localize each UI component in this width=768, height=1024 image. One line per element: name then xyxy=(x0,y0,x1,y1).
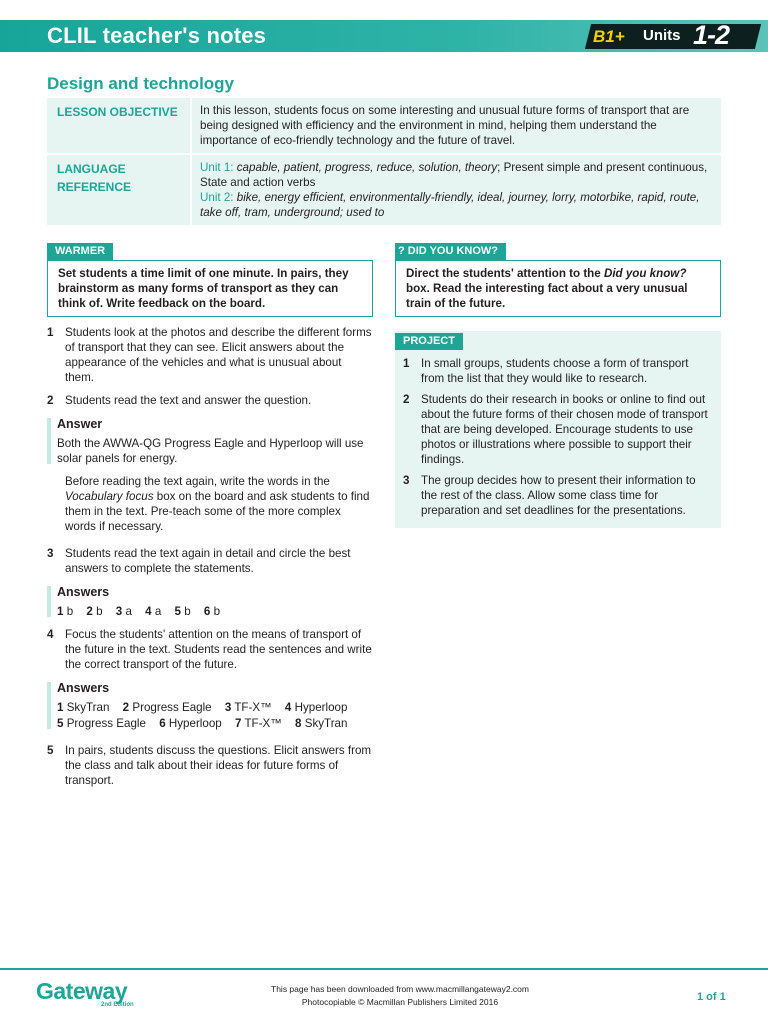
answer-num: 5 xyxy=(174,605,181,618)
answer-pair xyxy=(204,605,220,618)
step-number: 1 xyxy=(47,326,54,339)
step-text: The group decides how to present their information to the rest of the class. Allow some class time for preparation and set deadlines for the presentations. xyxy=(421,474,696,517)
step-text: In pairs, students discuss the questions. Elicit answers from the class and talk about their ideas for future forms of transport. xyxy=(65,744,372,787)
answer-pair xyxy=(295,717,347,730)
step-number: 1 xyxy=(403,357,410,370)
answer-block-4 xyxy=(47,680,373,731)
language-reference-row xyxy=(47,155,721,225)
answer-pair xyxy=(57,605,73,618)
answer-title: Answers xyxy=(57,585,110,599)
warmer-tag: WARMER xyxy=(47,243,113,260)
language-reference-label-line2: REFERENCE xyxy=(57,180,132,194)
step-text: Students look at the photos and describe the different forms of transport that they can see. Elicit answers about the appearance of the vehicles and what is unusual about them. xyxy=(65,326,372,384)
answer-pair xyxy=(123,701,212,714)
lesson-objective-label: LESSON OBJECTIVE xyxy=(47,98,192,153)
language-reference-text xyxy=(192,155,721,225)
answer-value: SkyTran xyxy=(304,717,348,730)
unit2-label: Unit 2: xyxy=(200,191,234,204)
answer-num: 5 xyxy=(57,717,64,730)
answer-value: a xyxy=(154,605,162,618)
answer-value: Hyperloop xyxy=(294,701,348,714)
answer-pair xyxy=(285,701,348,714)
answer-num: 7 xyxy=(234,717,242,730)
step-number: 2 xyxy=(47,394,54,407)
answer-value: a xyxy=(125,605,132,618)
warmer-box: Set students a time limit of one minute. In pairs, they brainstorm as many forms of transport as they can think of. Write feedback on the board. xyxy=(47,260,373,317)
footer-divider xyxy=(0,968,768,970)
answer-value: b xyxy=(213,605,221,618)
answer-num: 3 xyxy=(224,701,232,714)
download-notice: This page has been downloaded from www.macmillangateway2.com xyxy=(271,984,529,994)
step-number: 5 xyxy=(47,744,54,757)
project-panel xyxy=(395,331,721,528)
answer-pair xyxy=(116,605,132,618)
step-3 xyxy=(47,546,373,576)
unit2-line xyxy=(200,190,713,220)
answer-pair xyxy=(57,717,146,730)
step-number: 4 xyxy=(47,628,54,641)
did-you-know-box xyxy=(395,260,721,317)
answer-title: Answers xyxy=(57,681,110,695)
answer-block-3 xyxy=(47,584,373,619)
units-range: 1-2 xyxy=(693,20,730,50)
dyk-box-name: Did you know? xyxy=(603,267,687,280)
dyk-text-part2: box. Read the interesting fact about a very unusual train of the future. xyxy=(406,282,688,310)
step-2 xyxy=(47,393,373,408)
gateway-logo: Gateway xyxy=(36,978,128,1004)
step-number: 3 xyxy=(47,547,54,560)
right-column xyxy=(395,241,721,528)
edition-label: 2nd Edition xyxy=(101,1002,134,1008)
answers-4-row1 xyxy=(57,700,373,715)
did-you-know-tag: ? DID YOU KNOW? xyxy=(395,243,506,260)
copyright-notice: Photocopiable © Macmillan Publishers Limited 2016 xyxy=(301,997,499,1007)
step-number: 3 xyxy=(403,474,410,487)
vocab-para-part1: Before reading the text again, write the words in the xyxy=(65,475,330,488)
step-number: 2 xyxy=(403,393,410,406)
answers-4-row2 xyxy=(57,716,373,731)
step-4 xyxy=(47,627,373,672)
vocabulary-paragraph xyxy=(47,474,373,534)
step-1 xyxy=(47,325,373,385)
answer-num: 4 xyxy=(284,701,292,714)
answer-value: TF-X™ xyxy=(244,717,282,730)
answer-value: SkyTran xyxy=(66,701,110,714)
answer-num: 6 xyxy=(203,605,211,618)
unit1-vocab: capable, patient, progress, reduce, solution, theory xyxy=(236,161,498,174)
answer-pair xyxy=(57,701,109,714)
objectives-table xyxy=(47,98,721,225)
units-label: Units xyxy=(643,27,681,44)
answer-pair xyxy=(159,717,222,730)
answer-block-1 xyxy=(47,416,373,466)
subject-heading: Design and technology xyxy=(47,74,235,93)
answer-num: 1 xyxy=(57,701,64,714)
dyk-text-part1: Direct the students' attention to the xyxy=(406,267,601,280)
answer-pair xyxy=(235,717,282,730)
step-text: Students read the text again in detail and circle the best answers to complete the statements. xyxy=(65,547,351,575)
left-column xyxy=(47,241,373,788)
answer-title: Answer xyxy=(57,417,103,431)
level-badge: B1+ xyxy=(593,27,625,46)
project-item xyxy=(395,473,721,518)
page-number: 1 of 1 xyxy=(697,991,726,1003)
step-5 xyxy=(47,743,373,788)
header-bar xyxy=(0,20,768,52)
language-reference-label xyxy=(47,155,192,225)
answer-num: 4 xyxy=(145,605,152,618)
answer-num: 1 xyxy=(57,605,64,618)
answer-text: Both the AWWA-QG Progress Eagle and Hyperloop will use solar panels for energy. xyxy=(57,437,364,465)
lesson-objective-text: In this lesson, students focus on some interesting and unusual future forms of transport that are being designed with efficiency and the environment in mind, helping them understand the importance of eco-friendly technology and the future of travel. xyxy=(200,104,690,147)
step-text: Focus the students' attention on the means of transport of the future in the text. Students read the sentences and write the correct transport of the future. xyxy=(65,628,372,671)
page-title: CLIL teacher's notes xyxy=(47,23,267,48)
language-reference-label-line1: LANGUAGE xyxy=(57,162,126,176)
vocab-para-part2: box on the board and ask students to find them in the text. Pre-teach some of the more complex words if necessary. xyxy=(65,490,370,533)
answer-value: TF-X™ xyxy=(234,701,272,714)
answer-num: 8 xyxy=(295,717,302,730)
step-text: Students do their research in books or online to find out about the future forms of their chosen mode of transport that are being developed. Encourage students to use photos or illustrations where possible to support their findings. xyxy=(421,393,708,466)
answer-num: 6 xyxy=(159,717,166,730)
unit1-line xyxy=(200,160,713,190)
project-tag: PROJECT xyxy=(395,333,463,350)
step-text: Students read the text and answer the question. xyxy=(65,394,312,407)
answer-pair xyxy=(86,605,102,618)
footer-text xyxy=(230,983,570,1009)
unit1-label: Unit 1: xyxy=(200,161,234,174)
lesson-objective-row xyxy=(47,98,721,155)
project-item xyxy=(395,356,721,386)
answer-pair xyxy=(225,701,272,714)
step-text: In small groups, students choose a form of transport from the list that they would like to research. xyxy=(421,357,689,385)
answer-value: Progress Eagle xyxy=(66,717,146,730)
unit2-vocab: bike, energy efficient, environmentally-friendly, ideal, journey, lorry, motorbike, rapid, route, take off, tram, underground; used to xyxy=(200,191,700,219)
answer-num: 3 xyxy=(115,605,123,618)
project-item xyxy=(395,392,721,467)
answer-value: Progress Eagle xyxy=(132,701,212,714)
answer-pair xyxy=(175,605,191,618)
answer-pair xyxy=(145,605,161,618)
answer-num: 2 xyxy=(86,605,93,618)
unit1-grammar: ; Present simple and present continuous, State and action verbs xyxy=(200,161,708,189)
answer-value: b xyxy=(184,605,191,618)
vocab-para-box-name: Vocabulary focus xyxy=(65,490,154,503)
answer-value: Hyperloop xyxy=(168,717,222,730)
answer-value: b xyxy=(96,605,103,618)
answer-value: b xyxy=(66,605,74,618)
answers-3-list xyxy=(57,604,373,619)
answer-num: 2 xyxy=(122,701,130,714)
